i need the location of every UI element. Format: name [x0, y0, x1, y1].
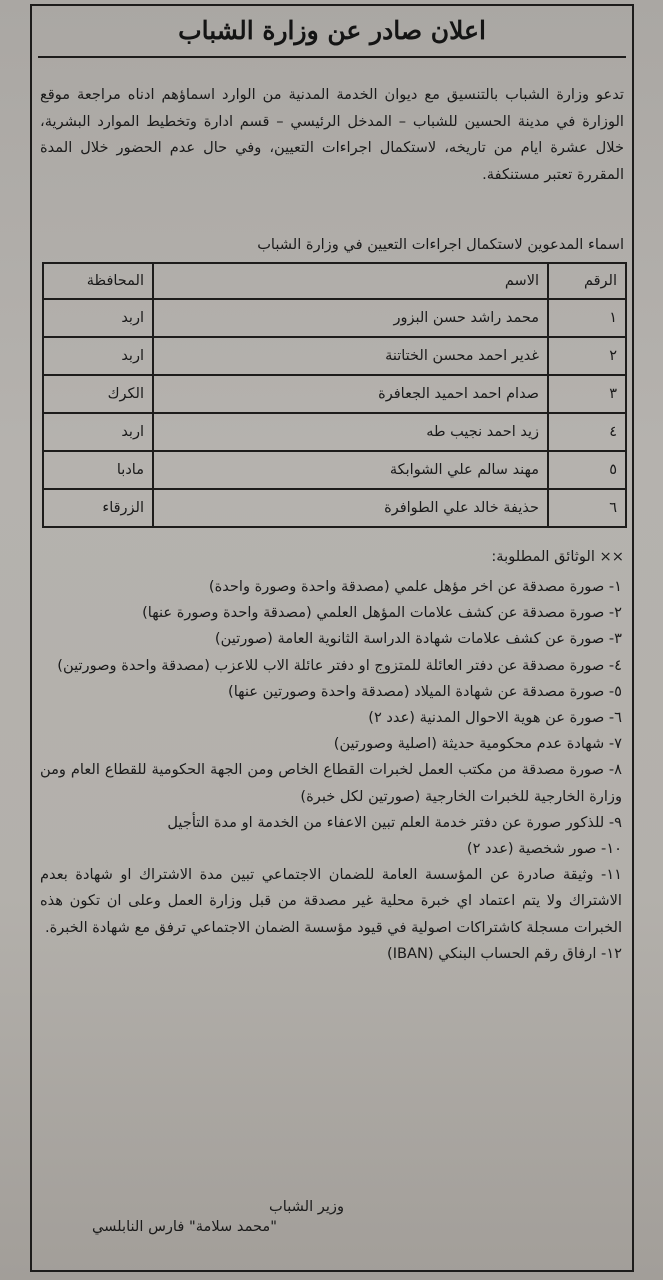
- document-item: ١٠- صور شخصية (عدد ٢): [466, 840, 622, 858]
- document-item: ١- صورة مصدقة عن اخر مؤهل علمي (مصدقة واحدة وصورة واحدة): [208, 578, 622, 595]
- document-item: ٨- صورة مصدقة من مكتب العمل لخبرات القطاع الخاص ومن الجهة الحكومية للقطاع العام ومن وزارة الخارجية للخبرات الخارجية (صورتين لكل خبرة): [40, 761, 622, 805]
- required-documents-list: [40, 574, 622, 967]
- table-row: [43, 375, 626, 413]
- document-item: ٢- صورة مصدقة عن كشف علامات المؤهل العلمي (مصدقة واحدة وصورة عنها): [142, 604, 622, 622]
- row-name: زيد احمد نجيب طه: [153, 413, 548, 451]
- row-name: محمد راشد حسن البزور: [153, 299, 548, 337]
- document-item: ٩- للذكور صورة عن دفتر خدمة العلم تبين الاعفاء من الخدمة او مدة التأجيل: [167, 813, 622, 831]
- table-row: [43, 299, 626, 337]
- appointees-table: [42, 262, 627, 528]
- document-item: ١١- وثيقة صادرة عن المؤسسة العامة للضمان الاجتماعي تبين مدة الاشتراك او شهادة بعدم الاشتراك ولا يتم اعتماد اي خبرة محلية غير مصدقة من قبل وزارة العمل وعلى ان تكون هذه الخبرات مسجلة كاشتراكات اصولية في قيود مؤسسة الضمان الاجتماعي ترفق مع شهادة الخبرة.: [40, 866, 622, 936]
- row-name: مهند سالم علي الشوابكة: [153, 451, 548, 489]
- minister-name: "محمد سلامة" فارس النابلسي: [92, 1218, 277, 1235]
- document-item: ٥- صورة مصدقة عن شهادة الميلاد (مصدقة واحدة وصورتين عنها): [228, 682, 622, 700]
- document-item: ٤- صورة مصدقة عن دفتر العائلة للمتزوج او دفتر عائلة الاب للاعزب (مصدقة واحدة وصورتين): [57, 656, 622, 674]
- row-governorate: اربد: [43, 299, 153, 337]
- announcement-frame: [30, 4, 634, 1272]
- table-row: [43, 413, 626, 451]
- table-row: [43, 489, 626, 527]
- header-number: الرقم: [548, 263, 626, 299]
- row-number: ٥: [548, 451, 626, 489]
- row-governorate: اربد: [43, 337, 153, 375]
- row-number: ٢: [548, 337, 626, 375]
- header-governorate: المحافظة: [43, 263, 153, 299]
- document-item: ٣- صورة عن كشف علامات شهادة الدراسة الثانوية العامة (صورتين): [214, 630, 622, 648]
- row-name: صدام احمد احميد الجعافرة: [153, 375, 548, 413]
- title-divider: [38, 56, 626, 58]
- row-number: ٤: [548, 413, 626, 451]
- table-header-row: [43, 263, 626, 299]
- table-caption: اسماء المدعوين لاستكمال اجراءات التعيين في وزارة الشباب: [257, 236, 624, 253]
- row-name: غدير احمد محسن الختاتنة: [153, 337, 548, 375]
- document-item: ٧- شهادة عدم محكومية حديثة (اصلية وصورتين): [333, 735, 622, 753]
- row-governorate: مادبا: [43, 451, 153, 489]
- document-item: ٦- صورة عن هوية الاحوال المدنية (عدد ٢): [368, 709, 622, 727]
- table-row: [43, 451, 626, 489]
- announcement-title: اعلان صادر عن وزارة الشباب: [178, 16, 486, 45]
- minister-title: وزير الشباب: [269, 1198, 344, 1215]
- row-number: ٦: [548, 489, 626, 527]
- header-name: الاسم: [153, 263, 548, 299]
- announcement-intro: تدعو وزارة الشباب بالتنسيق مع ديوان الخدمة المدنية من الوارد اسماؤهم ادناه مراجعة موقع الوزارة في مدينة الحسين للشباب – المدخل الرئيسي – قسم ادارة وتخطيط الموارد البشرية، خلال عشرة ايام من تاريخه، لاستكمال اجراءات التعيين، وفي حال عدم الحضور خلال المدة المقررة تعتبر مستنكفة.: [40, 86, 624, 183]
- row-governorate: اربد: [43, 413, 153, 451]
- row-name: حذيفة خالد علي الطوافرة: [153, 489, 548, 527]
- row-number: ١: [548, 299, 626, 337]
- row-governorate: الزرقاء: [43, 489, 153, 527]
- table-row: [43, 337, 626, 375]
- row-governorate: الكرك: [43, 375, 153, 413]
- required-documents-title: ×× الوثائق المطلوبة:: [491, 548, 624, 565]
- row-number: ٣: [548, 375, 626, 413]
- document-item: ١٢- ارفاق رقم الحساب البنكي (IBAN): [386, 944, 622, 962]
